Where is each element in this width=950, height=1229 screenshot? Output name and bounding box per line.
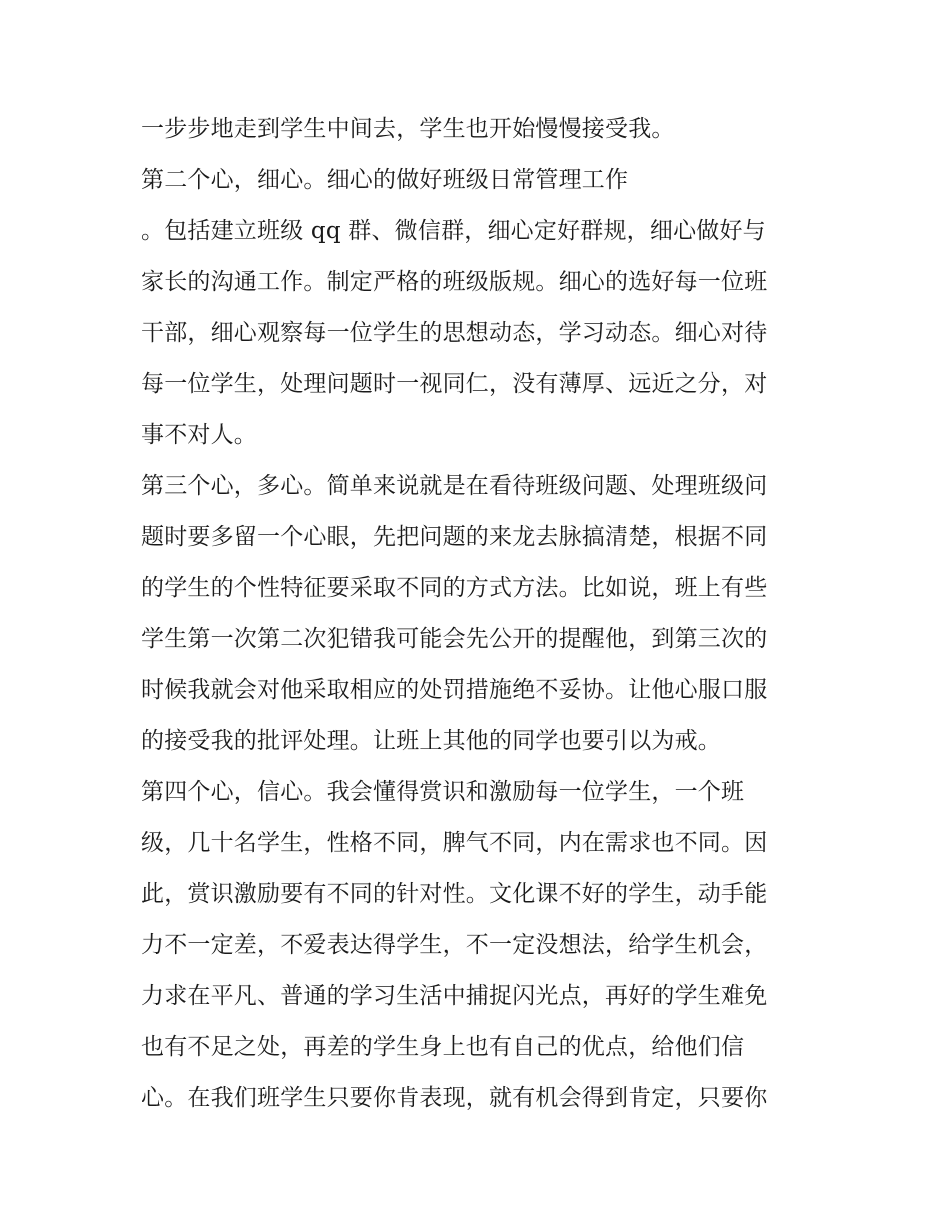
text-line: 每一位学生，处理问题时一视同仁，没有薄厚、远近之分，对: [141, 371, 768, 397]
text-line: 此，赏识激励要有不同的针对性。文化课不好的学生，动手能: [141, 881, 768, 907]
text-line: 也有不足之处，再差的学生身上也有自己的优点，给他们信: [141, 1034, 745, 1060]
text-line: 题时要多留一个心眼，先把问题的来龙去脉搞清楚，根据不同: [141, 524, 768, 550]
text-line: 的接受我的批评处理。让班上其他的同学也要引以为戒。: [141, 728, 721, 754]
text-line: 级，几十名学生，性格不同，脾气不同，内在需求也不同。因: [141, 830, 768, 856]
text-line: 干部，细心观察每一位学生的思想动态，学习动态。细心对待: [141, 320, 768, 346]
text-line: 。包括建立班级 qq 群、微信群，细心定好群规，细心做好与: [141, 218, 766, 244]
text-line: 力不一定差，不爱表达得学生，不一定没想法，给学生机会，: [141, 932, 768, 958]
text-line: 第二个心，细心。细心的做好班级日常管理工作: [141, 167, 629, 193]
text-line: 事不对人。: [141, 422, 257, 448]
text-line: 第三个心，多心。简单来说就是在看待班级问题、处理班级问: [141, 473, 768, 499]
document-body: [141, 104, 821, 1124]
text-line: 心。在我们班学生只要你肯表现，就有机会得到肯定，只要你: [141, 1085, 768, 1111]
text-line: 的学生的个性特征要采取不同的方式方法。比如说，班上有些: [141, 575, 768, 601]
text-line: 力求在平凡、普通的学习生活中捕捉闪光点，再好的学生难免: [141, 983, 768, 1009]
text-line: 第四个心，信心。我会懂得赏识和激励每一位学生，一个班: [141, 779, 745, 805]
text-line: 时候我就会对他采取相应的处罚措施绝不妥协。让他心服口服: [141, 677, 768, 703]
text-line: 家长的沟通工作。制定严格的班级版规。细心的选好每一位班: [141, 269, 768, 295]
text-line: 一步步地走到学生中间去，学生也开始慢慢接受我。: [141, 116, 675, 142]
text-line: 学生第一次第二次犯错我可能会先公开的提醒他，到第三次的: [141, 626, 768, 652]
